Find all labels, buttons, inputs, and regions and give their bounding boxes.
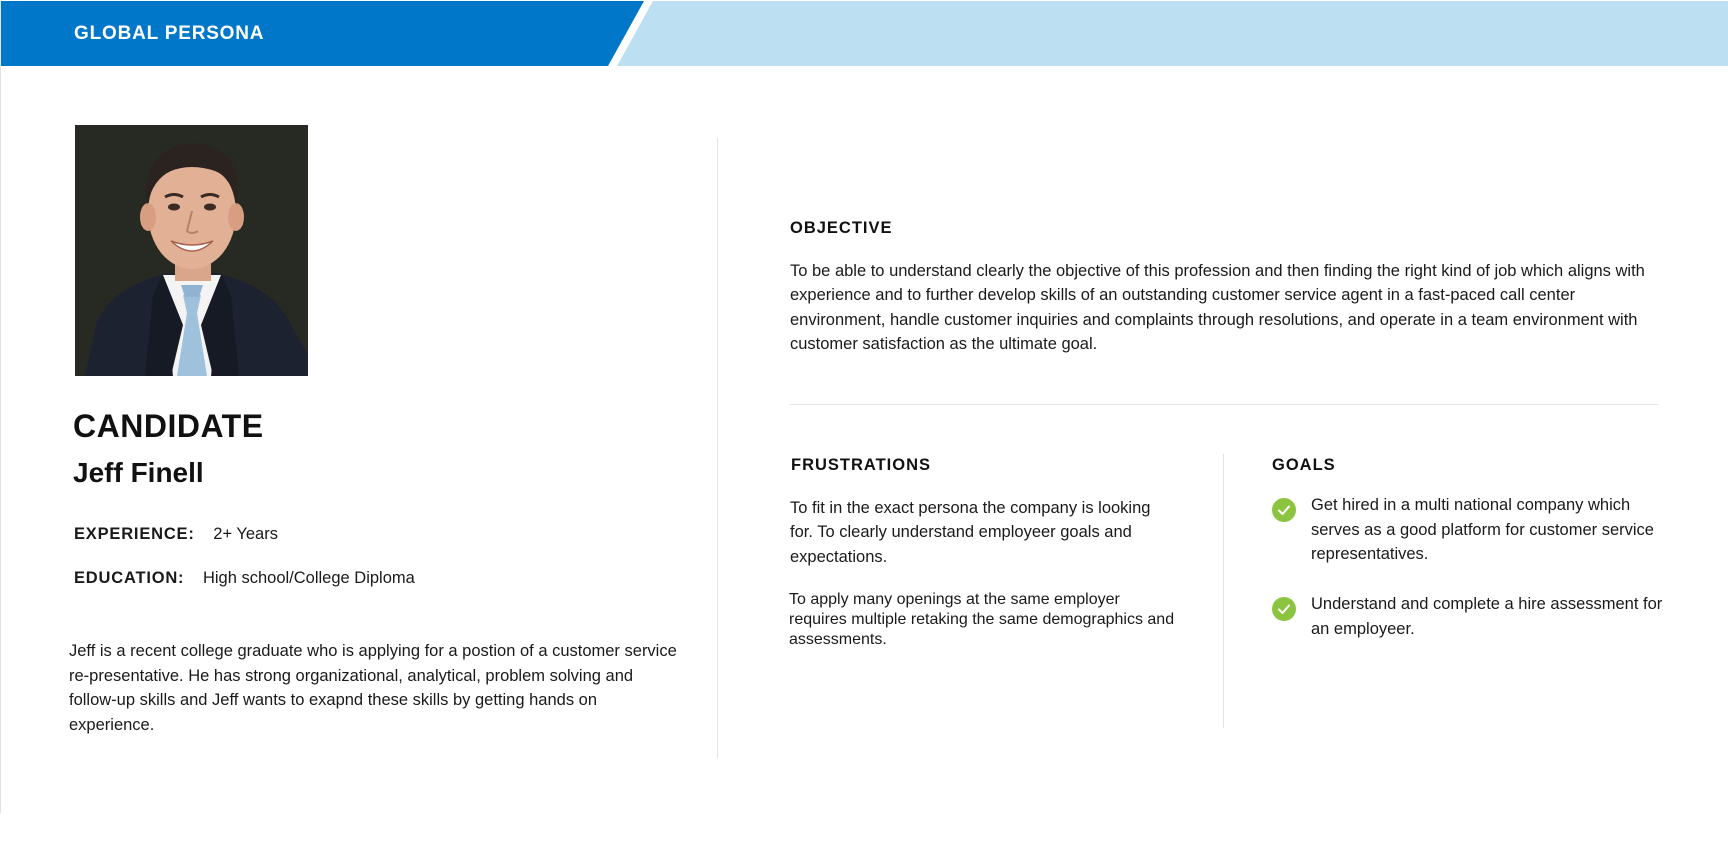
education-value: High school/College Diploma [202, 569, 415, 587]
education-row [74, 569, 415, 588]
objective-divider [790, 404, 1658, 405]
page-title: GLOBAL PERSONA [74, 23, 265, 44]
frustrations-heading: FRUSTRATIONS [791, 456, 932, 474]
candidate-bio: Jeff is a recent college graduate who is applying for a postion of a customer service re-presentative. He has strong organizational, analytical, problem solving and follow-up skills and Jeff wants to exapnd these skills by getting hands on experience. [69, 642, 677, 734]
column-divider [717, 138, 718, 758]
goal-text: Understand and complete a hire assessment for an employeer. [1311, 595, 1663, 638]
experience-label: EXPERIENCE: [74, 525, 195, 543]
education-label: EDUCATION: [74, 569, 185, 587]
check-circle-icon [1272, 498, 1296, 522]
candidate-heading: CANDIDATE [73, 408, 264, 444]
candidate-name: Jeff Finell [73, 457, 204, 488]
experience-row [74, 525, 278, 544]
objective-heading: OBJECTIVE [790, 219, 893, 237]
portrait-image [75, 125, 308, 376]
candidate-photo [75, 125, 308, 376]
frustrations-goals-divider [1223, 454, 1224, 728]
experience-value: 2+ Years [213, 525, 278, 543]
frustration-item: To apply many openings at the same employer requires multiple retaking the same demographics and assessments. [789, 591, 1175, 648]
objective-text: To be able to understand clearly the objective of this profession and then finding the right kind of job which aligns with experience and to further develop skills of an outstanding customer service agent in a fast-paced call center environment, handle customer inquiries and complaints through resolutions, and operate in a team environment with customer satisfaction as the ultimate goal. [790, 262, 1645, 353]
frustration-item: To fit in the exact persona the company is looking for. To clearly understand employeer goals and expectations. [790, 499, 1151, 566]
goals-heading: GOALS [1272, 456, 1336, 474]
check-circle-icon [1272, 597, 1296, 621]
goal-text: Get hired in a multi national company which serves as a good platform for customer service representatives. [1311, 496, 1654, 563]
header-banner [1, 1, 1728, 67]
